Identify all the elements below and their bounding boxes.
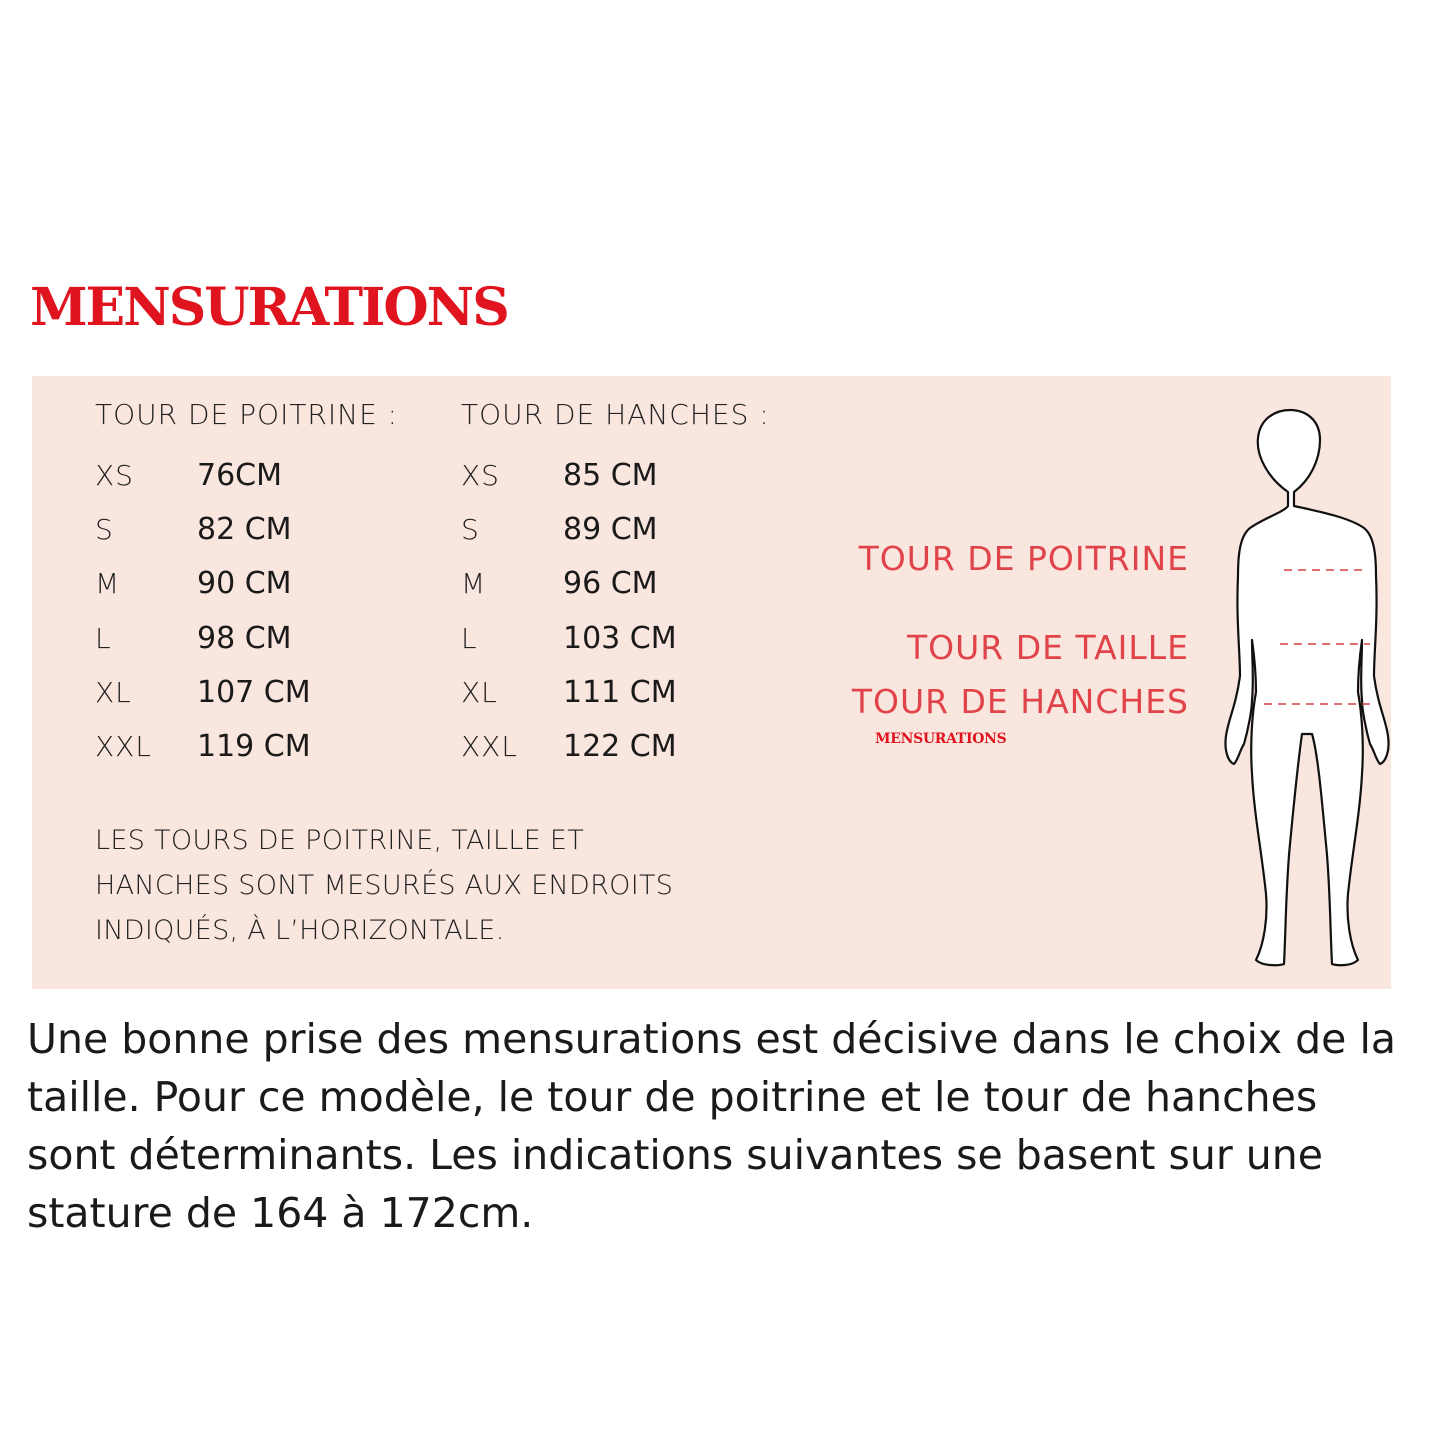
note-line: HANCHES SONT MESURÉS AUX ENDROITS bbox=[95, 870, 674, 901]
chest-measurement: 82 CM bbox=[197, 511, 292, 547]
hips-measurement: 89 CM bbox=[563, 511, 658, 547]
hips-size-row bbox=[461, 502, 677, 556]
chest-size-row bbox=[95, 665, 311, 719]
hips-size-row bbox=[461, 448, 677, 502]
size-label: M bbox=[95, 567, 121, 601]
chest-measurement: 107 CM bbox=[197, 674, 311, 710]
chest-zone-label: TOUR DE POITRINE bbox=[858, 539, 1189, 578]
size-label: XL bbox=[461, 675, 498, 709]
silhouette-outline bbox=[1225, 410, 1388, 965]
description-line: taille. Pour ce modèle, le tour de poitrine et le tour de hanches bbox=[27, 1073, 1318, 1121]
size-label: L bbox=[461, 621, 478, 655]
chest-size-row bbox=[95, 719, 311, 773]
sizing-description bbox=[27, 1010, 1407, 1242]
chest-size-row bbox=[95, 448, 311, 502]
brand-watermark: MENSURATIONS bbox=[875, 731, 1007, 747]
chest-measurement: 98 CM bbox=[197, 620, 292, 656]
description-line: stature de 164 à 172cm. bbox=[27, 1189, 534, 1237]
chest-size-row bbox=[95, 502, 311, 556]
size-label: XS bbox=[461, 458, 500, 492]
hips-column-header: TOUR DE HANCHES : bbox=[461, 398, 770, 431]
chest-measurement: 76CM bbox=[197, 457, 283, 493]
hips-measurement: 122 CM bbox=[563, 729, 677, 765]
size-label: XXL bbox=[461, 730, 518, 764]
hips-size-row bbox=[461, 557, 677, 611]
chest-size-list bbox=[95, 448, 311, 774]
note-line: LES TOURS DE POITRINE, TAILLE ET bbox=[95, 825, 585, 856]
size-label: XL bbox=[95, 675, 132, 709]
hips-size-row bbox=[461, 719, 677, 773]
size-chart-panel bbox=[32, 376, 1391, 989]
hips-size-row bbox=[461, 611, 677, 665]
chest-measurement: 119 CM bbox=[197, 729, 311, 765]
hips-zone-label: TOUR DE HANCHES bbox=[851, 682, 1189, 721]
size-label: M bbox=[461, 567, 487, 601]
size-label: S bbox=[95, 512, 114, 546]
chest-size-row bbox=[95, 611, 311, 665]
measurement-note bbox=[95, 818, 735, 953]
size-label: S bbox=[461, 512, 480, 546]
size-label: XXL bbox=[95, 730, 152, 764]
note-line: INDIQUÉS, À L’HORIZONTALE. bbox=[95, 915, 505, 946]
hips-measurement: 85 CM bbox=[563, 457, 658, 493]
hips-size-row bbox=[461, 665, 677, 719]
description-line: sont déterminants. Les indications suivantes se basent sur une bbox=[27, 1131, 1323, 1179]
size-label: L bbox=[95, 621, 112, 655]
chest-column-header: TOUR DE POITRINE : bbox=[95, 398, 399, 431]
hips-measurement: 96 CM bbox=[563, 566, 658, 602]
body-silhouette-illustration bbox=[1202, 404, 1402, 974]
chest-size-row bbox=[95, 557, 311, 611]
hips-size-list bbox=[461, 448, 677, 774]
size-label: XS bbox=[95, 458, 134, 492]
hips-measurement: 111 CM bbox=[563, 674, 677, 710]
description-line: Une bonne prise des mensurations est décisive dans le choix de la bbox=[27, 1015, 1396, 1063]
chest-measurement: 90 CM bbox=[197, 566, 292, 602]
page-title: MENSURATIONS bbox=[30, 277, 508, 338]
hips-measurement: 103 CM bbox=[563, 620, 677, 656]
waist-zone-label: TOUR DE TAILLE bbox=[907, 628, 1189, 667]
